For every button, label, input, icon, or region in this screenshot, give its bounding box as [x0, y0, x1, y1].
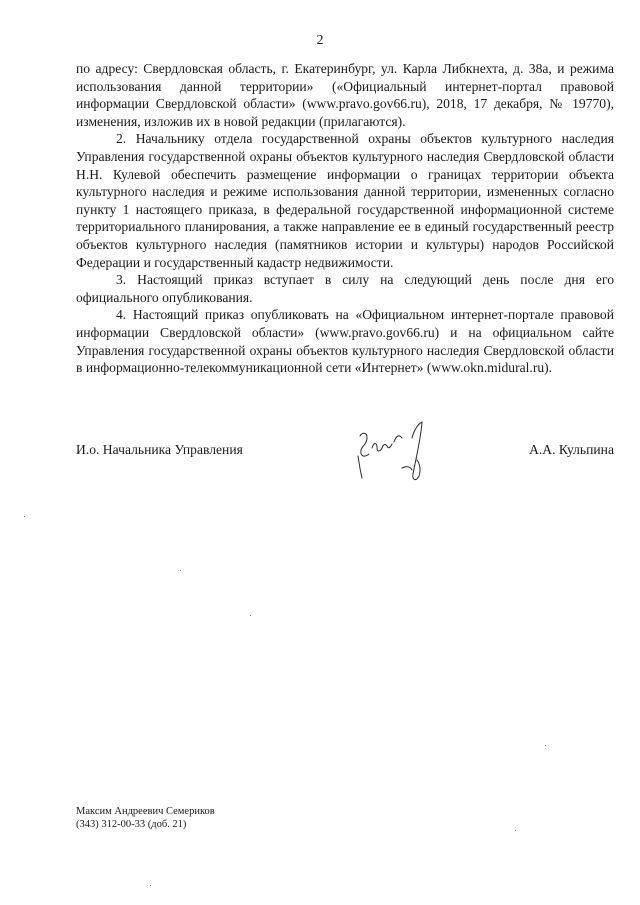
document-body	[76, 60, 614, 377]
scan-speck	[24, 516, 25, 517]
scan-speck	[250, 615, 251, 616]
contact-info	[76, 805, 215, 831]
paragraph-item-4: 4. Настоящий приказ опубликовать на «Официальном интернет-портале правовой информации Свердловской области» (www.pravo.gov66.ru) и на официальном сайте Управления государственной охраны объектов культурного наследия Свердловской области в информационно-телекоммуникационной сети «Интернет» (www.okn.midural.ru).	[76, 307, 614, 376]
scan-speck	[515, 830, 516, 831]
signatory-position: И.о. Начальника Управления	[76, 442, 243, 457]
contact-phone: (343) 312-00-33 (доб. 21)	[76, 819, 187, 830]
page-number: 2	[316, 33, 324, 48]
signatory-name: А.А. Кульпина	[529, 442, 614, 457]
paragraph-item-2: 2. Начальнику отдела государственной охраны объектов культурного наследия Управления государственной охраны объектов культурного наследия Свердловской области Н.Н. Кулевой обеспечить размещение информации о границах территории объекта культурного наследия и режиме использования данной территории, измененных согласно пункту 1 настоящего приказа, в федеральной государственной информационной системе территориального планирования, а также направление ее в единый государственный реестр объектов культурного наследия (памятников истории и культуры) народов Российской Федерации и государственный кадастр недвижимости.	[76, 131, 614, 270]
paragraph-continuation: по адресу: Свердловская область, г. Екатеринбург, ул. Карла Либкнехта, д. 38а, и режима использования данной территории» («Официальный интернет-портал правовой информации Свердловской области» (www.pravo.gov66.ru), 2018, 17 декабря, № 19770), изменения, изложив их в новой редакции (прилагаются).	[76, 61, 614, 129]
scan-speck	[180, 570, 181, 571]
scan-speck	[150, 885, 151, 886]
scan-speck	[545, 745, 546, 746]
handwritten-signature	[350, 408, 445, 488]
signature-block	[76, 442, 614, 462]
contact-name: Максим Андреевич Семериков	[76, 806, 215, 817]
paragraph-item-3: 3. Настоящий приказ вступает в силу на следующий день после дня его официального опубликования.	[76, 272, 614, 305]
